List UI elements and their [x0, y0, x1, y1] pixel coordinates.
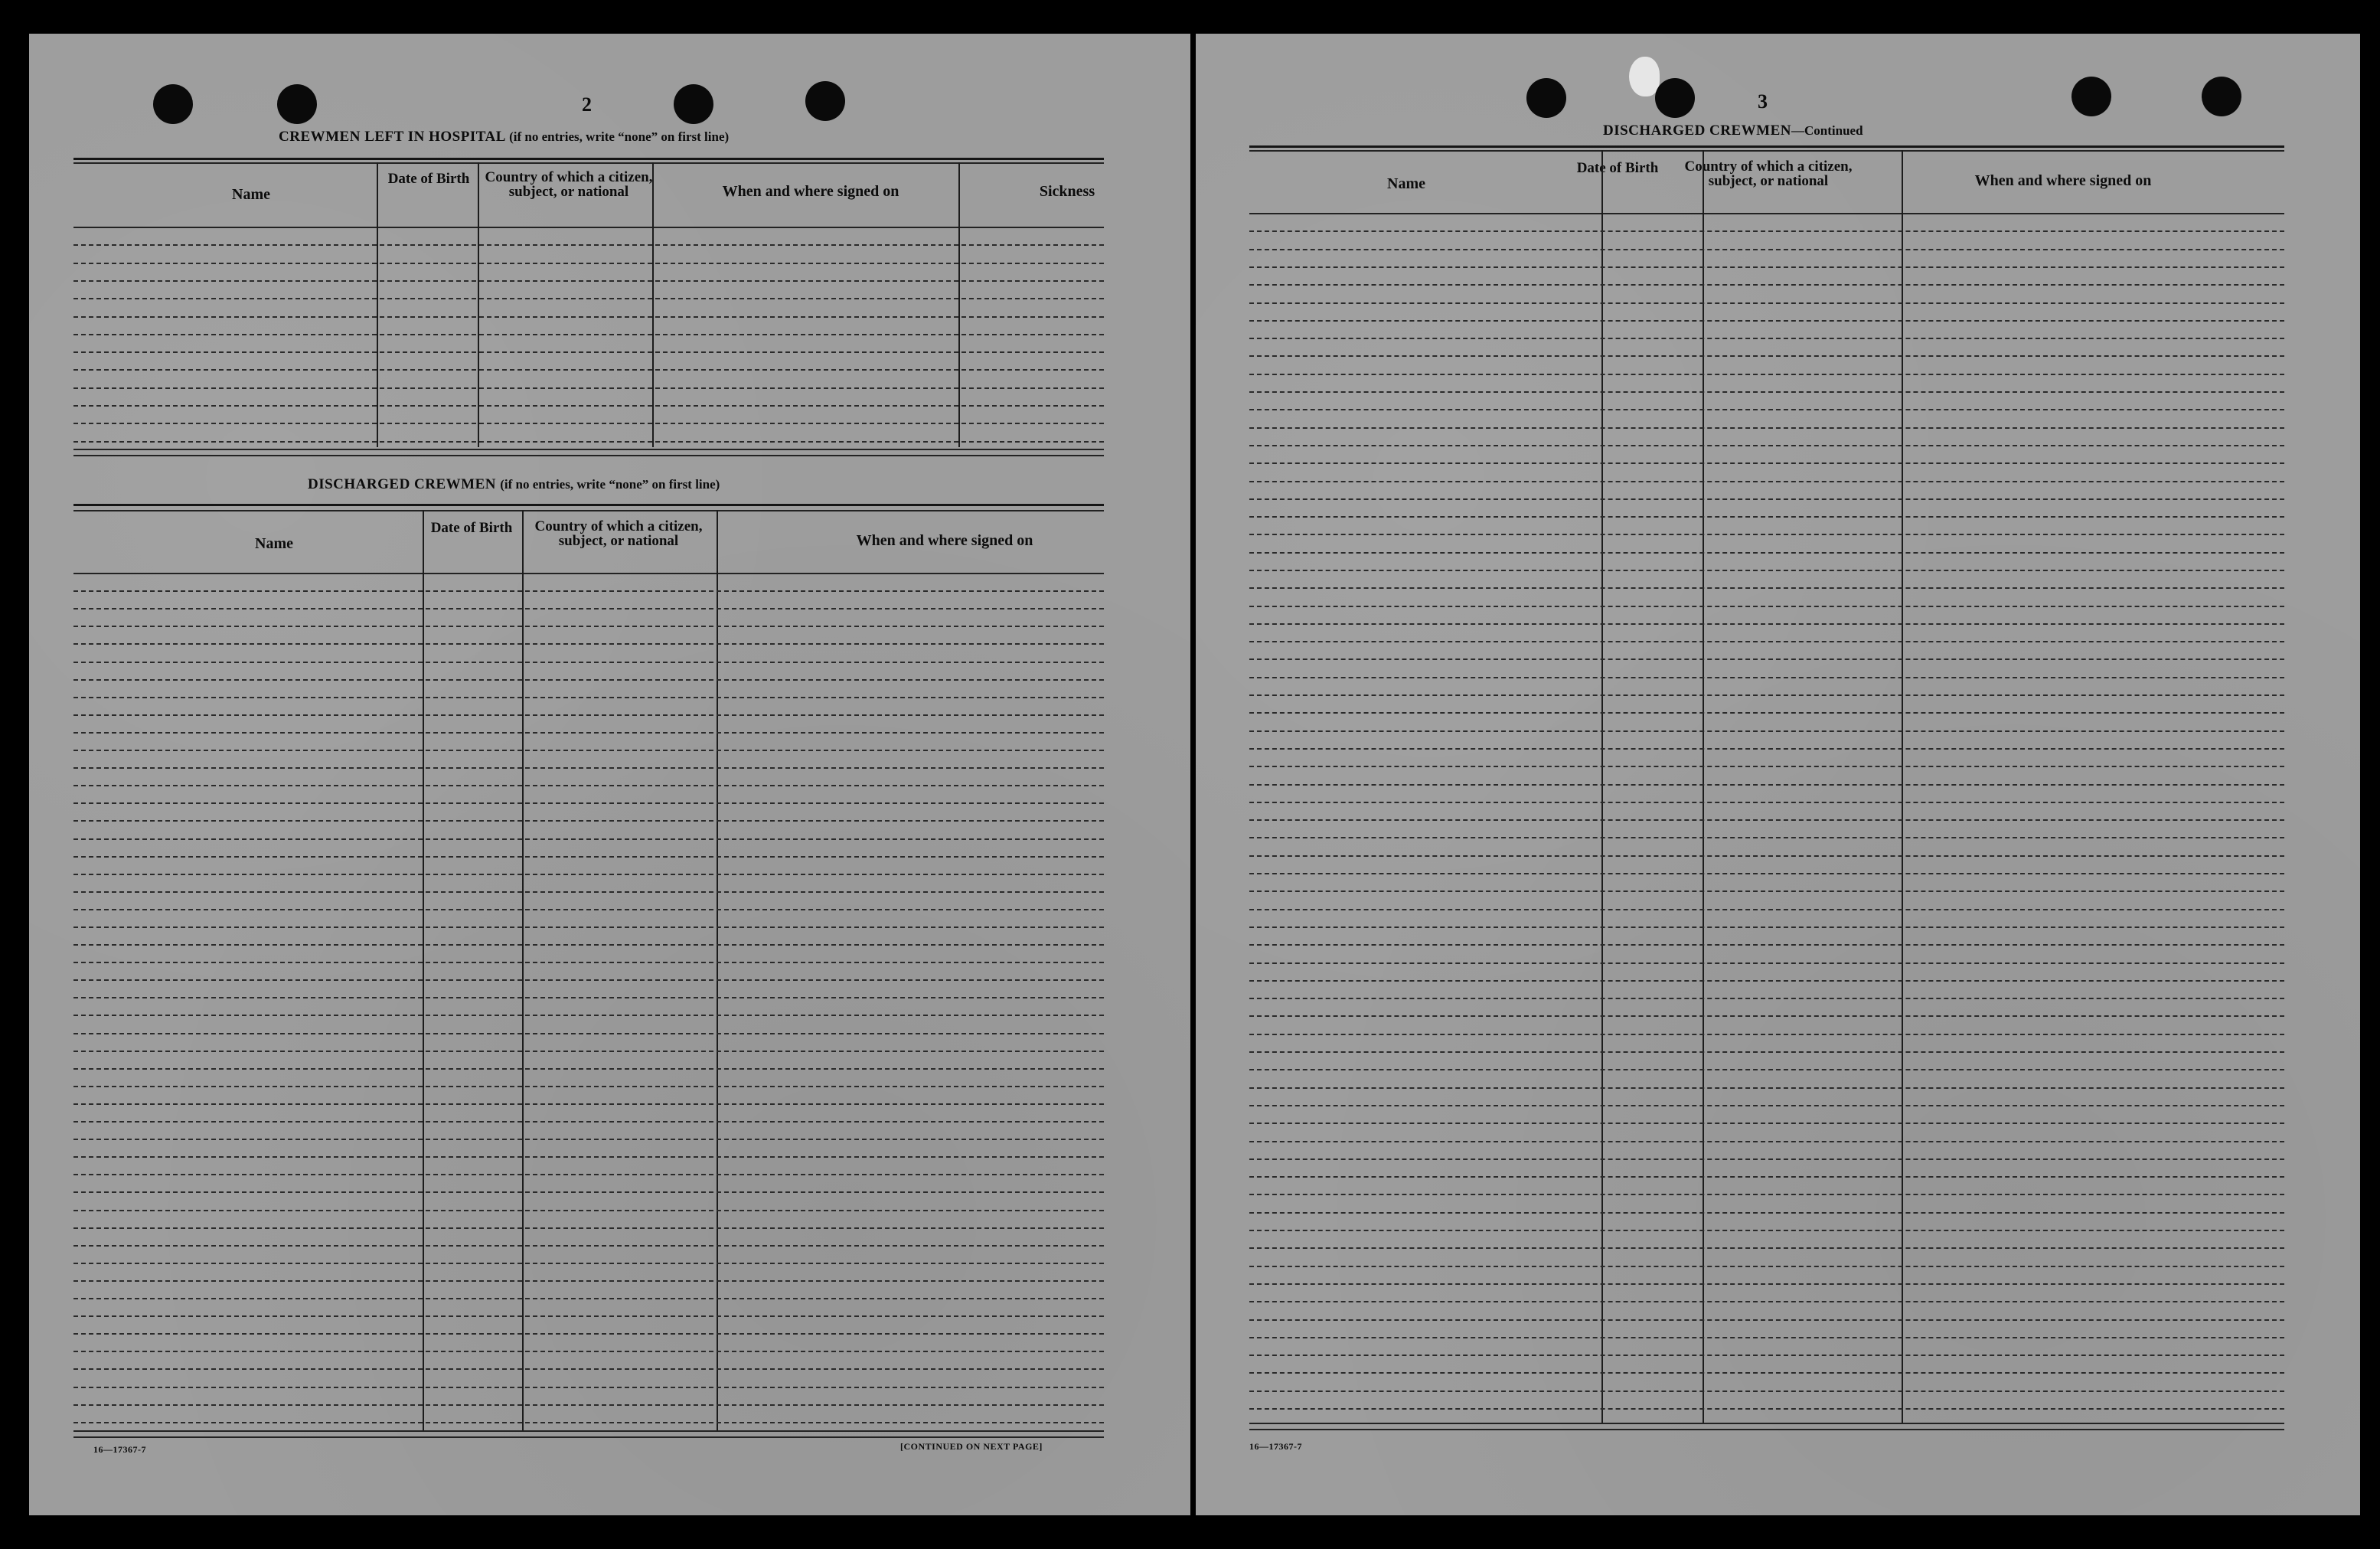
- entry-line: [73, 316, 1104, 318]
- entry-line: [73, 909, 1104, 910]
- entry-line: [73, 351, 1104, 353]
- entry-line: [1249, 1283, 2284, 1285]
- table-top-rule: [1249, 150, 2284, 152]
- entry-line: [1249, 784, 2284, 786]
- punch-hole: [277, 84, 317, 124]
- entry-line: [73, 1368, 1104, 1370]
- entry-line: [73, 405, 1104, 407]
- entry-line: [1249, 1372, 2284, 1374]
- right-page: [1196, 34, 2360, 1515]
- entry-line: [73, 1139, 1104, 1140]
- entry-line: [1249, 587, 2284, 589]
- entry-line: [1249, 1355, 2284, 1356]
- entry-line: [1249, 284, 2284, 286]
- table-top-rule: [73, 158, 1104, 160]
- col-when-where-signed: When and where signed on: [1974, 172, 2152, 189]
- entry-line: [1249, 873, 2284, 874]
- entry-line: [1249, 1230, 2284, 1231]
- form-number: 16—17367-7: [93, 1444, 146, 1455]
- col-date-of-birth: Date of Birth: [430, 520, 513, 536]
- column-rule: [423, 510, 424, 1430]
- entry-line: [73, 1263, 1104, 1264]
- entry-line: [1249, 1069, 2284, 1070]
- entry-line: [73, 1298, 1104, 1299]
- entry-line: [1249, 391, 2284, 393]
- entry-line: [1249, 1105, 2284, 1106]
- entry-line: [1249, 926, 2284, 928]
- entry-line: [1249, 1141, 2284, 1142]
- entry-line: [1249, 230, 2284, 232]
- punch-hole: [2202, 77, 2241, 116]
- form-number: 16—17367-7: [1249, 1441, 1302, 1452]
- table-bottom-rule: [73, 449, 1104, 450]
- entry-line: [1249, 1212, 2284, 1214]
- entry-line: [73, 926, 1104, 928]
- entry-line: [73, 838, 1104, 840]
- entry-line: [1249, 855, 2284, 857]
- entry-line: [1249, 462, 2284, 464]
- entry-line: [73, 732, 1104, 734]
- entry-line: [1249, 1034, 2284, 1035]
- col-date-of-birth: Date of Birth: [387, 171, 470, 187]
- entry-line: [73, 590, 1104, 592]
- entry-line: [1249, 427, 2284, 429]
- page-number: 3: [1758, 90, 1768, 113]
- entry-line: [73, 679, 1104, 681]
- entry-line: [73, 643, 1104, 645]
- entry-line: [1249, 266, 2284, 268]
- col-country: Country of which a citizen, subject, or national: [1684, 158, 1853, 189]
- entry-line: [73, 1351, 1104, 1352]
- table-top-rule: [73, 162, 1104, 164]
- entry-line: [73, 1121, 1104, 1123]
- entry-line: [1249, 1015, 2284, 1017]
- entry-line: [73, 387, 1104, 389]
- entry-line: [1249, 641, 2284, 642]
- entry-line: [1249, 516, 2284, 518]
- entry-line: [1249, 1247, 2284, 1249]
- entry-line: [73, 1280, 1104, 1282]
- entry-line: [1249, 980, 2284, 982]
- entry-line: [73, 1333, 1104, 1335]
- entry-line: [73, 626, 1104, 627]
- column-rule: [1902, 150, 1903, 1423]
- entry-line: [1249, 552, 2284, 554]
- punch-hole: [2071, 77, 2111, 116]
- entry-line: [1249, 1194, 2284, 1195]
- punch-hole: [1655, 78, 1695, 118]
- entry-line: [73, 979, 1104, 981]
- entry-line: [73, 1174, 1104, 1175]
- col-name: Name: [1387, 175, 1425, 192]
- entry-line: [1249, 766, 2284, 767]
- left-page: [29, 34, 1190, 1515]
- entry-line: [73, 1086, 1104, 1087]
- entry-line: [1249, 694, 2284, 696]
- entry-line: [1249, 249, 2284, 250]
- entry-line: [1249, 1176, 2284, 1178]
- entry-line: [73, 962, 1104, 963]
- entry-line: [1249, 534, 2284, 535]
- entry-line: [73, 856, 1104, 858]
- entry-line: [73, 1210, 1104, 1211]
- entry-line: [1249, 1266, 2284, 1267]
- table-bottom-rule: [73, 1430, 1104, 1432]
- entry-line: [73, 1033, 1104, 1034]
- entry-line: [1249, 1123, 2284, 1124]
- entry-line: [73, 1051, 1104, 1052]
- entry-line: [1249, 409, 2284, 410]
- entry-line: [1249, 302, 2284, 304]
- entry-line: [73, 785, 1104, 786]
- entry-line: [73, 891, 1104, 893]
- entry-line: [73, 1387, 1104, 1388]
- entry-line: [1249, 445, 2284, 446]
- entry-line: [73, 802, 1104, 804]
- entry-line: [73, 1103, 1104, 1105]
- table-bottom-rule: [1249, 1423, 2284, 1424]
- col-sickness: Sickness: [1039, 183, 1095, 200]
- punch-hole: [674, 84, 713, 124]
- entry-line: [73, 820, 1104, 822]
- entry-line: [73, 750, 1104, 751]
- entry-line: [1249, 1337, 2284, 1338]
- entry-line: [1249, 819, 2284, 821]
- entry-line: [73, 280, 1104, 282]
- entry-line: [73, 441, 1104, 443]
- entry-line: [1249, 338, 2284, 339]
- entry-line: [73, 997, 1104, 998]
- entry-line: [73, 1315, 1104, 1317]
- entry-line: [73, 1227, 1104, 1229]
- punch-hole: [1526, 78, 1566, 118]
- entry-line: [1249, 623, 2284, 625]
- entry-line: [73, 298, 1104, 299]
- entry-line: [1249, 1087, 2284, 1089]
- entry-line: [1249, 1408, 2284, 1410]
- column-rule: [522, 510, 524, 1430]
- entry-line: [1249, 677, 2284, 678]
- entry-line: [73, 263, 1104, 264]
- page-number: 2: [582, 93, 592, 116]
- entry-line: [1249, 320, 2284, 322]
- col-country: Country of which a citizen, subject, or national: [534, 518, 703, 549]
- entry-line: [73, 1245, 1104, 1247]
- continued-note: [CONTINUED ON NEXT PAGE]: [900, 1441, 1043, 1452]
- col-name: Name: [255, 535, 293, 552]
- entry-line: [1249, 1391, 2284, 1392]
- entry-line: [73, 1068, 1104, 1070]
- entry-line: [1249, 962, 2284, 964]
- column-rule: [717, 510, 718, 1430]
- entry-line: [1249, 1051, 2284, 1053]
- entry-line: [73, 423, 1104, 424]
- entry-line: [1249, 1158, 2284, 1160]
- entry-line: [1249, 909, 2284, 910]
- column-rule: [1601, 150, 1603, 1423]
- entry-line: [1249, 748, 2284, 750]
- entry-line: [1249, 837, 2284, 838]
- entry-line: [73, 244, 1104, 246]
- entry-line: [73, 767, 1104, 769]
- entry-line: [1249, 606, 2284, 607]
- table-top-rule: [73, 510, 1104, 511]
- table-top-rule: [1249, 145, 2284, 148]
- entry-line: [1249, 355, 2284, 357]
- entry-line: [1249, 374, 2284, 375]
- punch-hole: [805, 81, 845, 121]
- entry-line: [73, 1156, 1104, 1158]
- header-rule: [73, 227, 1104, 228]
- entry-line: [1249, 570, 2284, 571]
- table-top-rule: [73, 504, 1104, 506]
- col-country: Country of which a citizen, subject, or national: [485, 169, 653, 200]
- header-rule: [73, 573, 1104, 574]
- entry-line: [1249, 891, 2284, 892]
- table-bottom-rule: [73, 455, 1104, 456]
- entry-line: [73, 714, 1104, 716]
- entry-line: [73, 608, 1104, 609]
- entry-line: [1249, 1319, 2284, 1321]
- entry-line: [1249, 658, 2284, 660]
- entry-line: [1249, 481, 2284, 482]
- entry-line: [73, 1422, 1104, 1423]
- entry-line: [1249, 998, 2284, 999]
- col-when-where-signed: When and where signed on: [722, 183, 899, 200]
- hospital-section-title: CREWMEN LEFT IN HOSPITAL (if no entries, write “none” on first line): [279, 129, 730, 145]
- entry-line: [1249, 730, 2284, 732]
- entry-line: [1249, 498, 2284, 500]
- entry-line: [1249, 944, 2284, 946]
- entry-line: [73, 334, 1104, 335]
- table-bottom-rule: [73, 1436, 1104, 1438]
- col-date-of-birth: Date of Birth: [1576, 160, 1659, 176]
- entry-line: [73, 697, 1104, 698]
- entry-line: [73, 944, 1104, 946]
- entry-line: [73, 369, 1104, 371]
- discharged-section-title: DISCHARGED CREWMEN (if no entries, write “none” on first line): [308, 476, 720, 492]
- paper-tear: [1629, 57, 1660, 96]
- punch-hole: [153, 84, 193, 124]
- entry-line: [73, 1191, 1104, 1193]
- col-name: Name: [232, 186, 270, 203]
- entry-line: [1249, 802, 2284, 803]
- entry-line: [73, 874, 1104, 875]
- entry-line: [1249, 712, 2284, 714]
- header-rule: [1249, 213, 2284, 214]
- table-bottom-rule: [1249, 1429, 2284, 1430]
- column-rule: [1703, 150, 1704, 1423]
- discharged-continued-title: DISCHARGED CREWMEN—Continued: [1603, 123, 1863, 139]
- entry-line: [73, 1404, 1104, 1406]
- entry-line: [1249, 1301, 2284, 1302]
- col-when-where-signed: When and where signed on: [856, 532, 1033, 549]
- entry-line: [73, 1015, 1104, 1016]
- entry-line: [73, 662, 1104, 663]
